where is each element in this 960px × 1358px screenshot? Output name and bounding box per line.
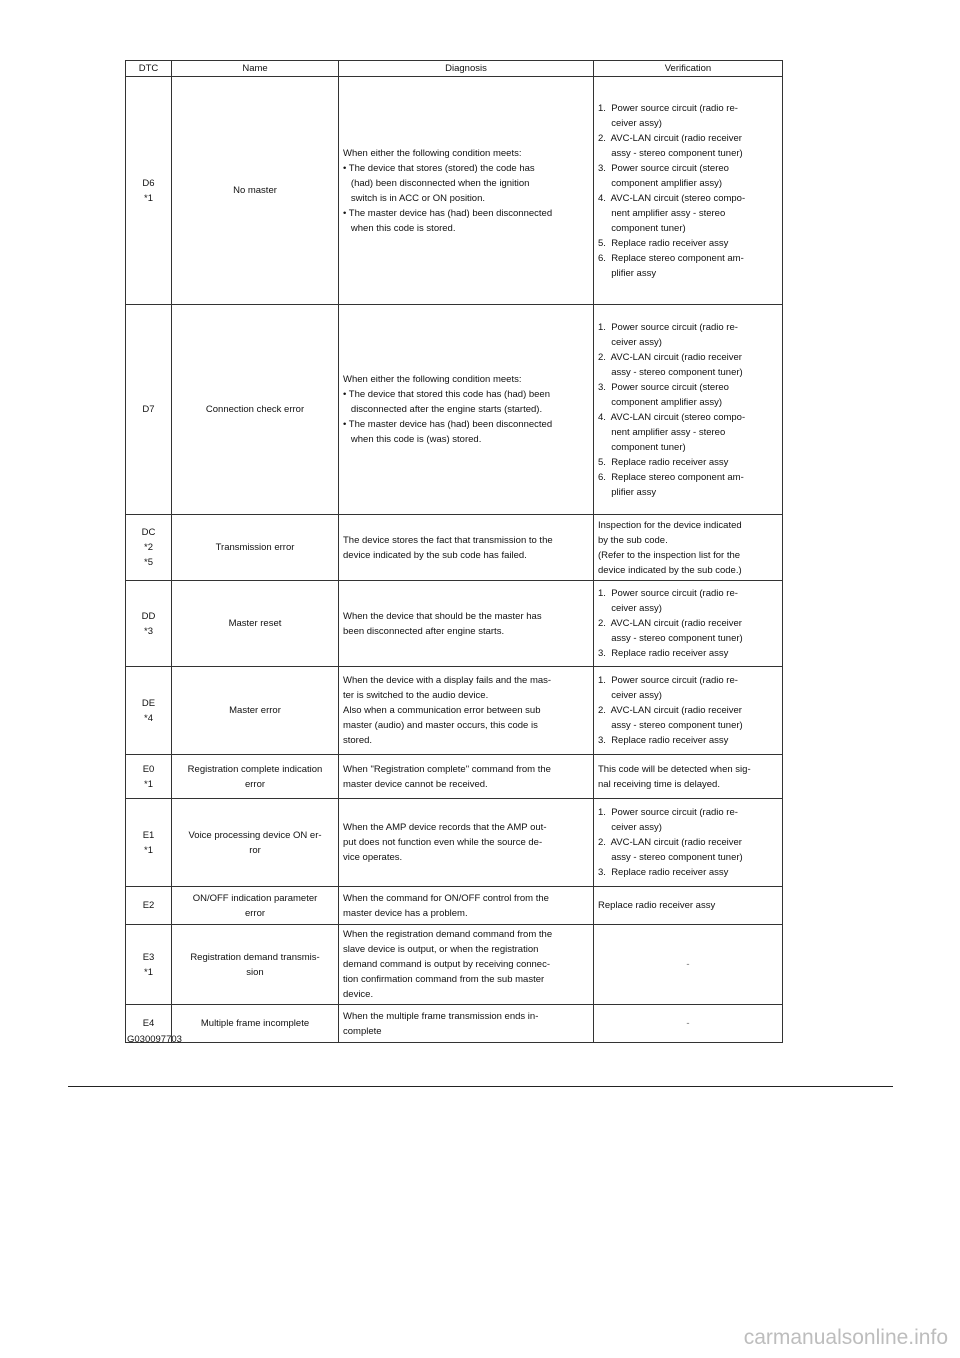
name-line: Registration complete indication [187,763,323,775]
verification-line: 3. Replace radio receiver assy [598,648,729,659]
table-row [126,77,783,305]
verification-line: 3. Power source circuit (stereo [598,381,729,393]
table-header-row [126,61,783,77]
diagnosis-line: The device stores the fact that transmission to the [343,534,553,546]
verification-line: Inspection for the device indicated [598,519,742,531]
verification-line: 4. AVC-LAN circuit (stereo compo- [598,411,746,423]
dtc-line: E1 [142,829,155,841]
dtc-line: DC [141,527,156,538]
verification-line: assy - stereo component tuner) [598,633,743,644]
verification-line: 6. Replace stereo component am- [598,471,744,483]
verification-line: 3. Replace radio receiver assy [598,735,729,746]
verification-line: nent amplifier assy - stereo [598,207,726,219]
diagnosis-line: When the registration demand command from the [343,929,553,940]
verification-line: ceiver assy) [598,603,662,614]
dtc-line: DE [141,697,156,709]
name-cell [172,755,339,799]
diagnosis-cell [339,667,594,755]
verification-line: assy - stereo component tuner) [598,366,743,378]
diagnosis-line: master device cannot be received. [343,778,488,790]
diagnosis-line: When the multiple frame transmission ends in- [343,1010,539,1022]
diagnosis-line: when this code is (was) stored. [343,434,482,445]
dtc-line: *3 [144,625,153,637]
verification-line: (Refer to the inspection list for the [598,549,741,561]
verification-line: This code will be detected when sig- [598,763,751,775]
name-line: Master reset [228,618,282,629]
name-cell [172,77,339,305]
table-row [126,581,783,667]
dtc-line: DD [141,610,156,622]
diagnosis-line: Also when a communication error between sub [343,705,541,716]
verification-line: ceiver assy) [598,822,662,833]
diagnosis-line: When the device that should be the master has [343,610,542,622]
diagnosis-line: ter is switched to the audio device. [343,690,489,701]
verification-line: 2. AVC-LAN circuit (radio receiver [598,837,742,848]
verification-line: 3. Power source circuit (stereo [598,162,729,174]
diagnosis-cell [339,581,594,667]
table-row [126,755,783,799]
header-dtc: DTC [126,61,172,77]
verification-cell [594,305,783,515]
dtc-cell [126,925,172,1005]
diagnosis-cell [339,77,594,305]
table-row [126,305,783,515]
diagnosis-line: device indicated by the sub code has failed. [343,549,527,561]
dtc-line: E4 [142,1018,155,1029]
diagnosis-line: master device has a problem. [343,907,468,919]
name-line: Voice processing device ON er- [188,829,322,841]
verification-line: 5. Replace radio receiver assy [598,237,729,249]
diagnosis-line: (had) been disconnected when the ignition [343,177,530,189]
dtc-line: *4 [144,712,153,724]
dtc-line: D7 [142,404,155,415]
verification-line: 1. Power source circuit (radio re- [598,102,738,114]
table-row [126,1005,783,1043]
name-line: Transmission error [215,542,295,553]
diagnosis-line: When either the following condition meets: [343,374,522,385]
diagnosis-line: demand command is output by receiving connec- [343,959,551,970]
table-row [126,515,783,581]
name-line: ON/OFF indication parameter [192,892,318,904]
diagnosis-line: • The device that stored this code has (had) been [343,389,551,400]
diagnosis-line: • The master device has (had) been disconnected [343,419,553,430]
name-cell [172,515,339,581]
verification-line: assy - stereo component tuner) [598,720,743,731]
verification-line: 2. AVC-LAN circuit (radio receiver [598,618,742,629]
diagnosis-cell [339,305,594,515]
diagnosis-cell [339,515,594,581]
diagnosis-line: stored. [343,735,373,746]
diagnosis-line: When the device with a display fails and the mas- [343,675,552,686]
verification-line: Replace radio receiver assy [598,900,716,911]
verification-cell [594,887,783,925]
dtc-cell [126,667,172,755]
dtc-cell [126,305,172,515]
verification-line: device indicated by the sub code.) [598,564,742,576]
dtc-line: D6 [142,177,155,189]
verification-cell [594,515,783,581]
diagnosis-line: vice operates. [343,852,403,863]
verification-line: component amplifier assy) [598,177,723,189]
verification-line: 1. Power source circuit (radio re- [598,807,738,818]
name-cell [172,1005,339,1043]
dtc-line: *5 [144,557,153,568]
verification-line: 1. Power source circuit (radio re- [598,321,738,333]
dtc-cell [126,887,172,925]
dtc-line: *1 [144,966,153,978]
name-line: error [244,778,266,790]
verification-line: nent amplifier assy - stereo [598,426,726,438]
name-cell [172,667,339,755]
verification-line: ceiver assy) [598,117,662,129]
verification-line: plifier assy [598,267,657,279]
name-line: Registration demand transmis- [190,951,320,963]
name-cell [172,581,339,667]
dtc-table [125,60,783,1043]
name-cell [172,305,339,515]
table-row [126,799,783,887]
verification-line: - [686,1018,690,1029]
name-line: No master [233,185,277,196]
diagnosis-cell [339,925,594,1005]
dtc-line: *1 [144,778,153,790]
name-line: Master error [229,705,281,716]
diagnosis-cell [339,755,594,799]
header-verification: Verification [594,61,783,77]
verification-cell [594,1005,783,1043]
diagnosis-line: put does not function even while the source de- [343,837,543,848]
name-cell [172,887,339,925]
verification-line: 2. AVC-LAN circuit (radio receiver [598,351,742,363]
dtc-cell [126,799,172,887]
verification-line: component tuner) [598,441,686,453]
dtc-cell [126,515,172,581]
horizontal-rule [68,1086,893,1087]
name-line: Connection check error [205,404,305,415]
verification-cell [594,925,783,1005]
header-diagnosis: Diagnosis [339,61,594,77]
name-line: error [244,907,266,919]
diagnosis-line: switch is in ACC or ON position. [343,192,486,204]
verification-line: component amplifier assy) [598,396,723,408]
dtc-line: E2 [142,900,155,911]
table-row [126,887,783,925]
dtc-line: *1 [144,844,153,856]
diagnosis-line: disconnected after the engine starts (started). [343,404,543,415]
diagnosis-line: • The device that stores (stored) the code has [343,162,535,174]
table-row [126,925,783,1005]
verification-line: 1. Power source circuit (radio re- [598,675,738,686]
figure-code: G030097703 [127,1034,182,1045]
verification-line: 2. AVC-LAN circuit (radio receiver [598,705,742,716]
dtc-cell [126,581,172,667]
diagnosis-line: complete [343,1025,382,1037]
verification-line: by the sub code. [598,534,668,546]
verification-line: 2. AVC-LAN circuit (radio receiver [598,132,742,144]
dtc-line: *2 [144,542,153,553]
name-line: Multiple frame incomplete [200,1018,310,1029]
dtc-line: E0 [142,763,155,775]
verification-cell [594,755,783,799]
dtc-cell [126,755,172,799]
name-line: ror [249,844,261,856]
name-cell [172,799,339,887]
diagnosis-line: slave device is output, or when the registration [343,944,539,955]
diagnosis-cell [339,1005,594,1043]
diagnosis-line: When the command for ON/OFF control from the [343,892,549,904]
diagnosis-line: • The master device has (had) been disconnected [343,207,553,219]
verification-line: ceiver assy) [598,336,662,348]
dtc-cell [126,77,172,305]
verification-line: ceiver assy) [598,690,662,701]
verification-line: nal receiving time is delayed. [598,778,720,790]
verification-cell [594,581,783,667]
verification-cell [594,77,783,305]
verification-cell [594,667,783,755]
table-body [126,77,783,1043]
verification-line: 3. Replace radio receiver assy [598,867,729,878]
dtc-line: E3 [142,951,155,963]
verification-line: 1. Power source circuit (radio re- [598,588,738,599]
name-cell [172,925,339,1005]
diagnosis-line: device. [343,989,374,1000]
diagnosis-line: When "Registration complete" command from the [343,763,551,775]
diagnosis-line: master (audio) and master occurs, this code is [343,720,538,731]
dtc-line: *1 [144,192,153,204]
verification-line: plifier assy [598,486,657,498]
diagnosis-line: When the AMP device records that the AMP out- [343,822,547,833]
name-line: sion [246,966,264,978]
diagnosis-line: When either the following condition meets: [343,147,522,159]
diagnosis-cell [339,887,594,925]
verification-line: assy - stereo component tuner) [598,147,743,159]
verification-cell [594,799,783,887]
verification-line: 5. Replace radio receiver assy [598,456,729,468]
verification-line: component tuner) [598,222,686,234]
diagnosis-cell [339,799,594,887]
verification-line: - [686,959,690,970]
verification-line: 6. Replace stereo component am- [598,252,744,264]
header-name: Name [172,61,339,77]
diagnosis-line: when this code is stored. [343,222,456,234]
verification-line: 4. AVC-LAN circuit (stereo compo- [598,192,746,204]
table-row [126,667,783,755]
watermark: carmanualsonline.info [743,1326,948,1349]
verification-line: assy - stereo component tuner) [598,852,743,863]
diagnosis-line: tion confirmation command from the sub master [343,974,545,985]
diagnosis-line: been disconnected after engine starts. [343,625,505,637]
